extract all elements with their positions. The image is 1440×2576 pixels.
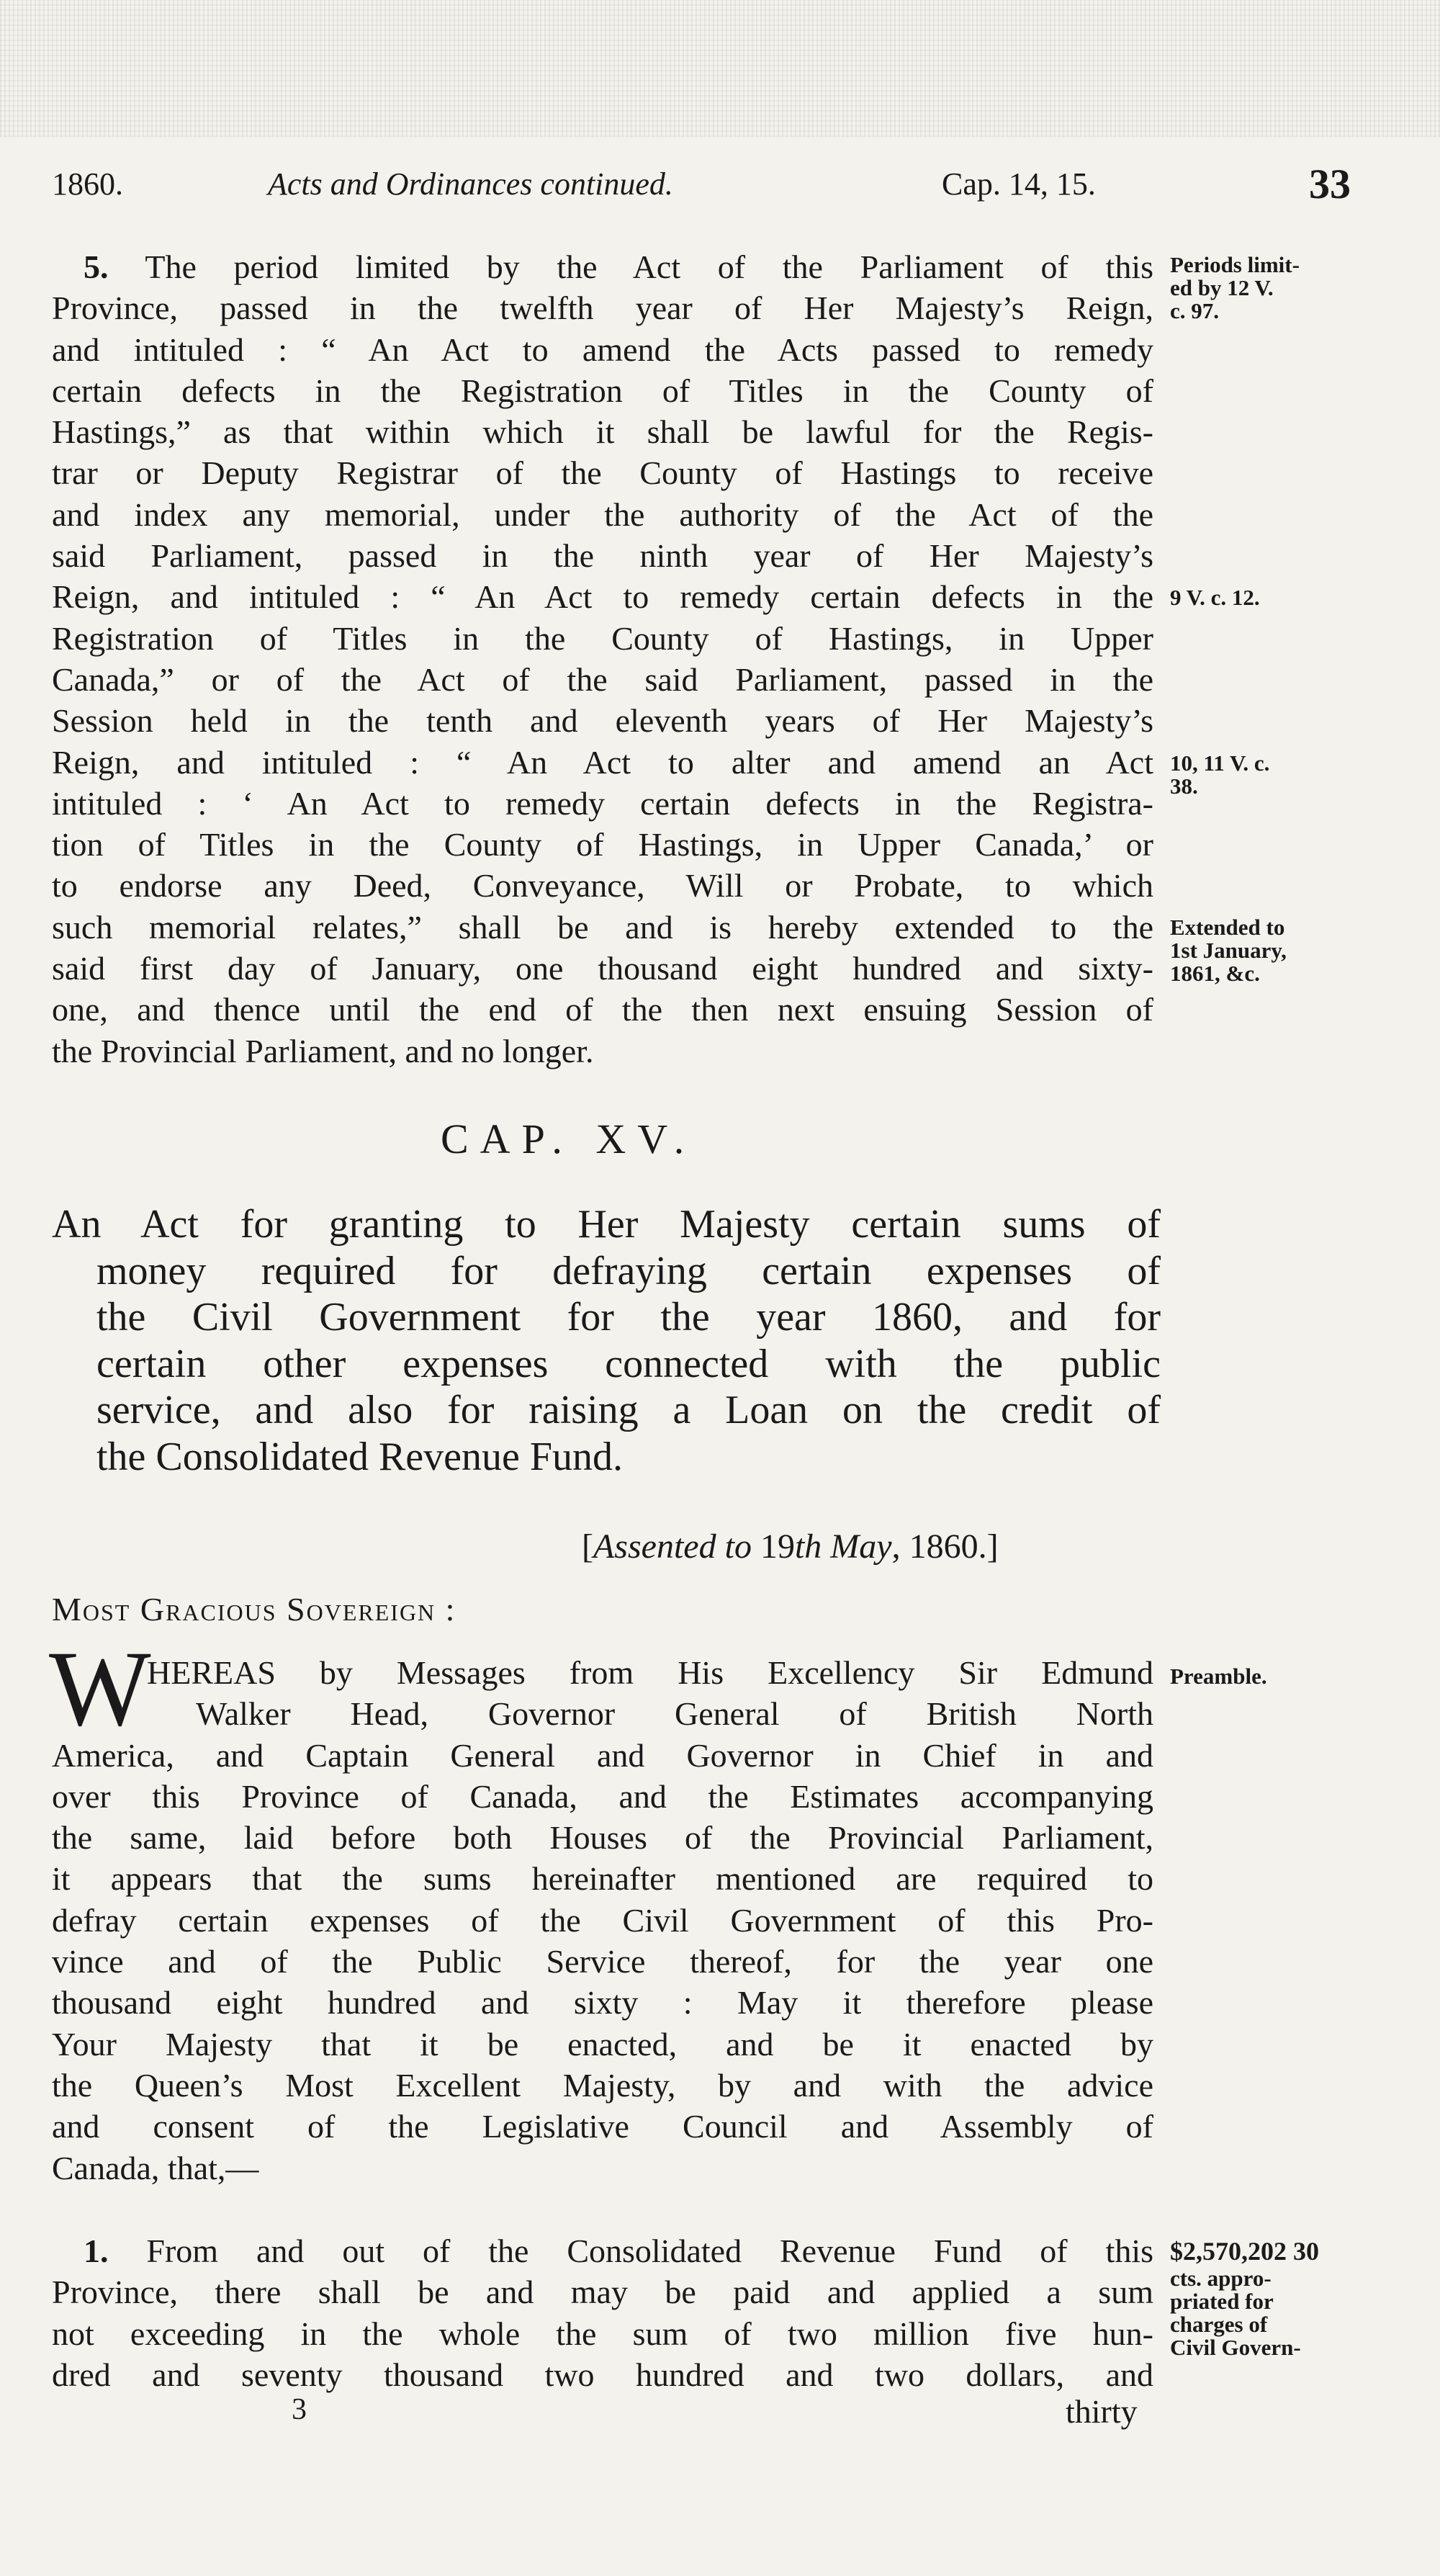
section-5-line: such memorial relates,” shall be and is hereby extended to the (52, 908, 1153, 946)
act-title-line: certain other expenses connected with the public (96, 1341, 1161, 1386)
section-5-line: Hastings,” as that within which it shall be lawful for the Regis- (52, 413, 1153, 451)
signature-mark: 3 (292, 2393, 307, 2426)
act-title-line: An Act for granting to Her Majesty certain sums of (52, 1202, 1161, 1247)
section-5-line: said Parliament, passed in the ninth year of Her Majesty’s (52, 537, 1153, 575)
section-5-line: one, and thence until the end of the then next ensuing Session of (52, 991, 1153, 1028)
preamble-line: the Queen’s Most Excellent Majesty, by and with the advice (52, 2066, 1153, 2104)
section-5-line: intituled : ‘ An Act to remedy certain defects in the Registra- (52, 784, 1153, 822)
margin-note-preamble: Preamble. (1170, 1664, 1267, 1689)
section-1-line: 1. From and out of the Consolidated Revenue Fund of this (84, 2232, 1153, 2269)
section-5-line: 5. The period limited by the Act of the Parliament of this (84, 248, 1154, 285)
preamble-line: it appears that the sums hereinafter mentioned are required to (52, 1860, 1153, 1898)
preamble (52, 1652, 1153, 2189)
section-5-line: said first day of January, one thousand eight hundred and sixty- (52, 950, 1153, 987)
preamble-line: HEREAS by Messages from His Excellency Sir Edmund (147, 1654, 1153, 1691)
act-title-line: money required for defraying certain expenses of (96, 1248, 1161, 1293)
header-year: 1860. (52, 166, 123, 202)
section-5-line: Registration of Titles in the County of Hastings, in Upper (52, 619, 1153, 657)
section-5-line: Reign, and intituled : “ An Act to alter and amend an Act (52, 743, 1153, 781)
header-chapter: Cap. 14, 15. (942, 166, 1096, 202)
chapter-heading: CAP. XV. (441, 1116, 696, 1162)
section-number: 1. (84, 2232, 109, 2269)
preamble-line: the same, laid before both Houses of the Provincial Parliament, (52, 1819, 1153, 1857)
section-5-line: Reign, and intituled : “ An Act to remedy certain defects in the (52, 578, 1153, 616)
margin-note-10-11v: 10, 11 V. c. 38. (1170, 750, 1270, 799)
section-5-line: tion of Titles in the County of Hastings, in Upper Canada,’ or (52, 826, 1153, 863)
assent-date: [Assented to 19th May, 1860.] (582, 1527, 999, 1566)
preamble-line: over this Province of Canada, and the Estimates accompanying (52, 1777, 1153, 1815)
section-5 (52, 246, 1153, 1072)
margin-note-periods: Periods limit- ed by 12 V. c. 97. (1170, 252, 1300, 323)
section-5-line: Canada,” or of the Act of the said Parliament, passed in the (52, 660, 1153, 698)
catchword: thirty (1066, 2393, 1138, 2430)
act-title-line: the Consolidated Revenue Fund. (96, 1434, 624, 1479)
section-1-line: not exceeding in the whole the sum of two million five hun- (52, 2315, 1153, 2352)
section-1 (52, 2230, 1153, 2395)
section-number: 5. (84, 248, 109, 285)
act-title-line: service, and also for raising a Loan on the credit of (96, 1388, 1161, 1432)
preamble-line: America, and Captain General and Governor in Chief in and (52, 1736, 1153, 1774)
page-number: 33 (1309, 161, 1351, 207)
section-1-line: Province, there shall be and may be paid and applied a sum (52, 2274, 1153, 2311)
preamble-line: thousand eight hundred and sixty : May it therefore please (52, 1984, 1153, 2021)
section-5-line: trar or Deputy Registrar of the County of Hastings to receive (52, 454, 1153, 492)
preamble-line: Canada, that,— (52, 2149, 259, 2186)
preamble-line: Walker Head, Governor General of British North (196, 1695, 1153, 1733)
section-5-line: Province, passed in the twelfth year of Her Majesty’s Reign, (52, 290, 1153, 327)
act-title-line: the Civil Government for the year 1860, and for (96, 1295, 1161, 1339)
margin-note-extended: Extended to 1st January, 1861, &c. (1170, 915, 1287, 986)
header-title: Acts and Ordinances continued. (268, 166, 673, 202)
section-5-line: Session held in the tenth and eleventh years of Her Majesty’s (52, 702, 1153, 740)
section-5-line: certain defects in the Registration of Titles in the County of (52, 372, 1153, 409)
margin-note-9v: 9 V. c. 12. (1170, 585, 1260, 610)
act-title (52, 1201, 1161, 1480)
section-5-line: and intituled : “ An Act to amend the Acts passed to remedy (52, 331, 1153, 368)
scan-noise-top (0, 0, 1440, 137)
section-5-line: to endorse any Deed, Conveyance, Will or Probate, to which (52, 867, 1153, 905)
section-5-line: and index any memorial, under the authority of the Act of the (52, 495, 1153, 533)
preamble-line: and consent of the Legislative Council and Assembly of (52, 2108, 1153, 2145)
drop-cap: W (49, 1629, 151, 1749)
address-salutation: Most Gracious Sovereign : (52, 1591, 456, 1628)
section-5-line: the Provincial Parliament, and no longer. (52, 1032, 594, 1069)
section-1-line: dred and seventy thousand two hundred and two dollars, and (52, 2356, 1153, 2393)
preamble-line: defray certain expenses of the Civil Government of this Pro- (52, 1901, 1153, 1939)
preamble-line: vince and of the Public Service thereof, for the year one (52, 1943, 1153, 1980)
margin-note-appropriation: $2,570,202 30 cts. appro- priated for charges of Civil Govern- (1170, 2237, 1319, 2360)
preamble-line: Your Majesty that it be enacted, and be it enacted by (52, 2025, 1153, 2063)
